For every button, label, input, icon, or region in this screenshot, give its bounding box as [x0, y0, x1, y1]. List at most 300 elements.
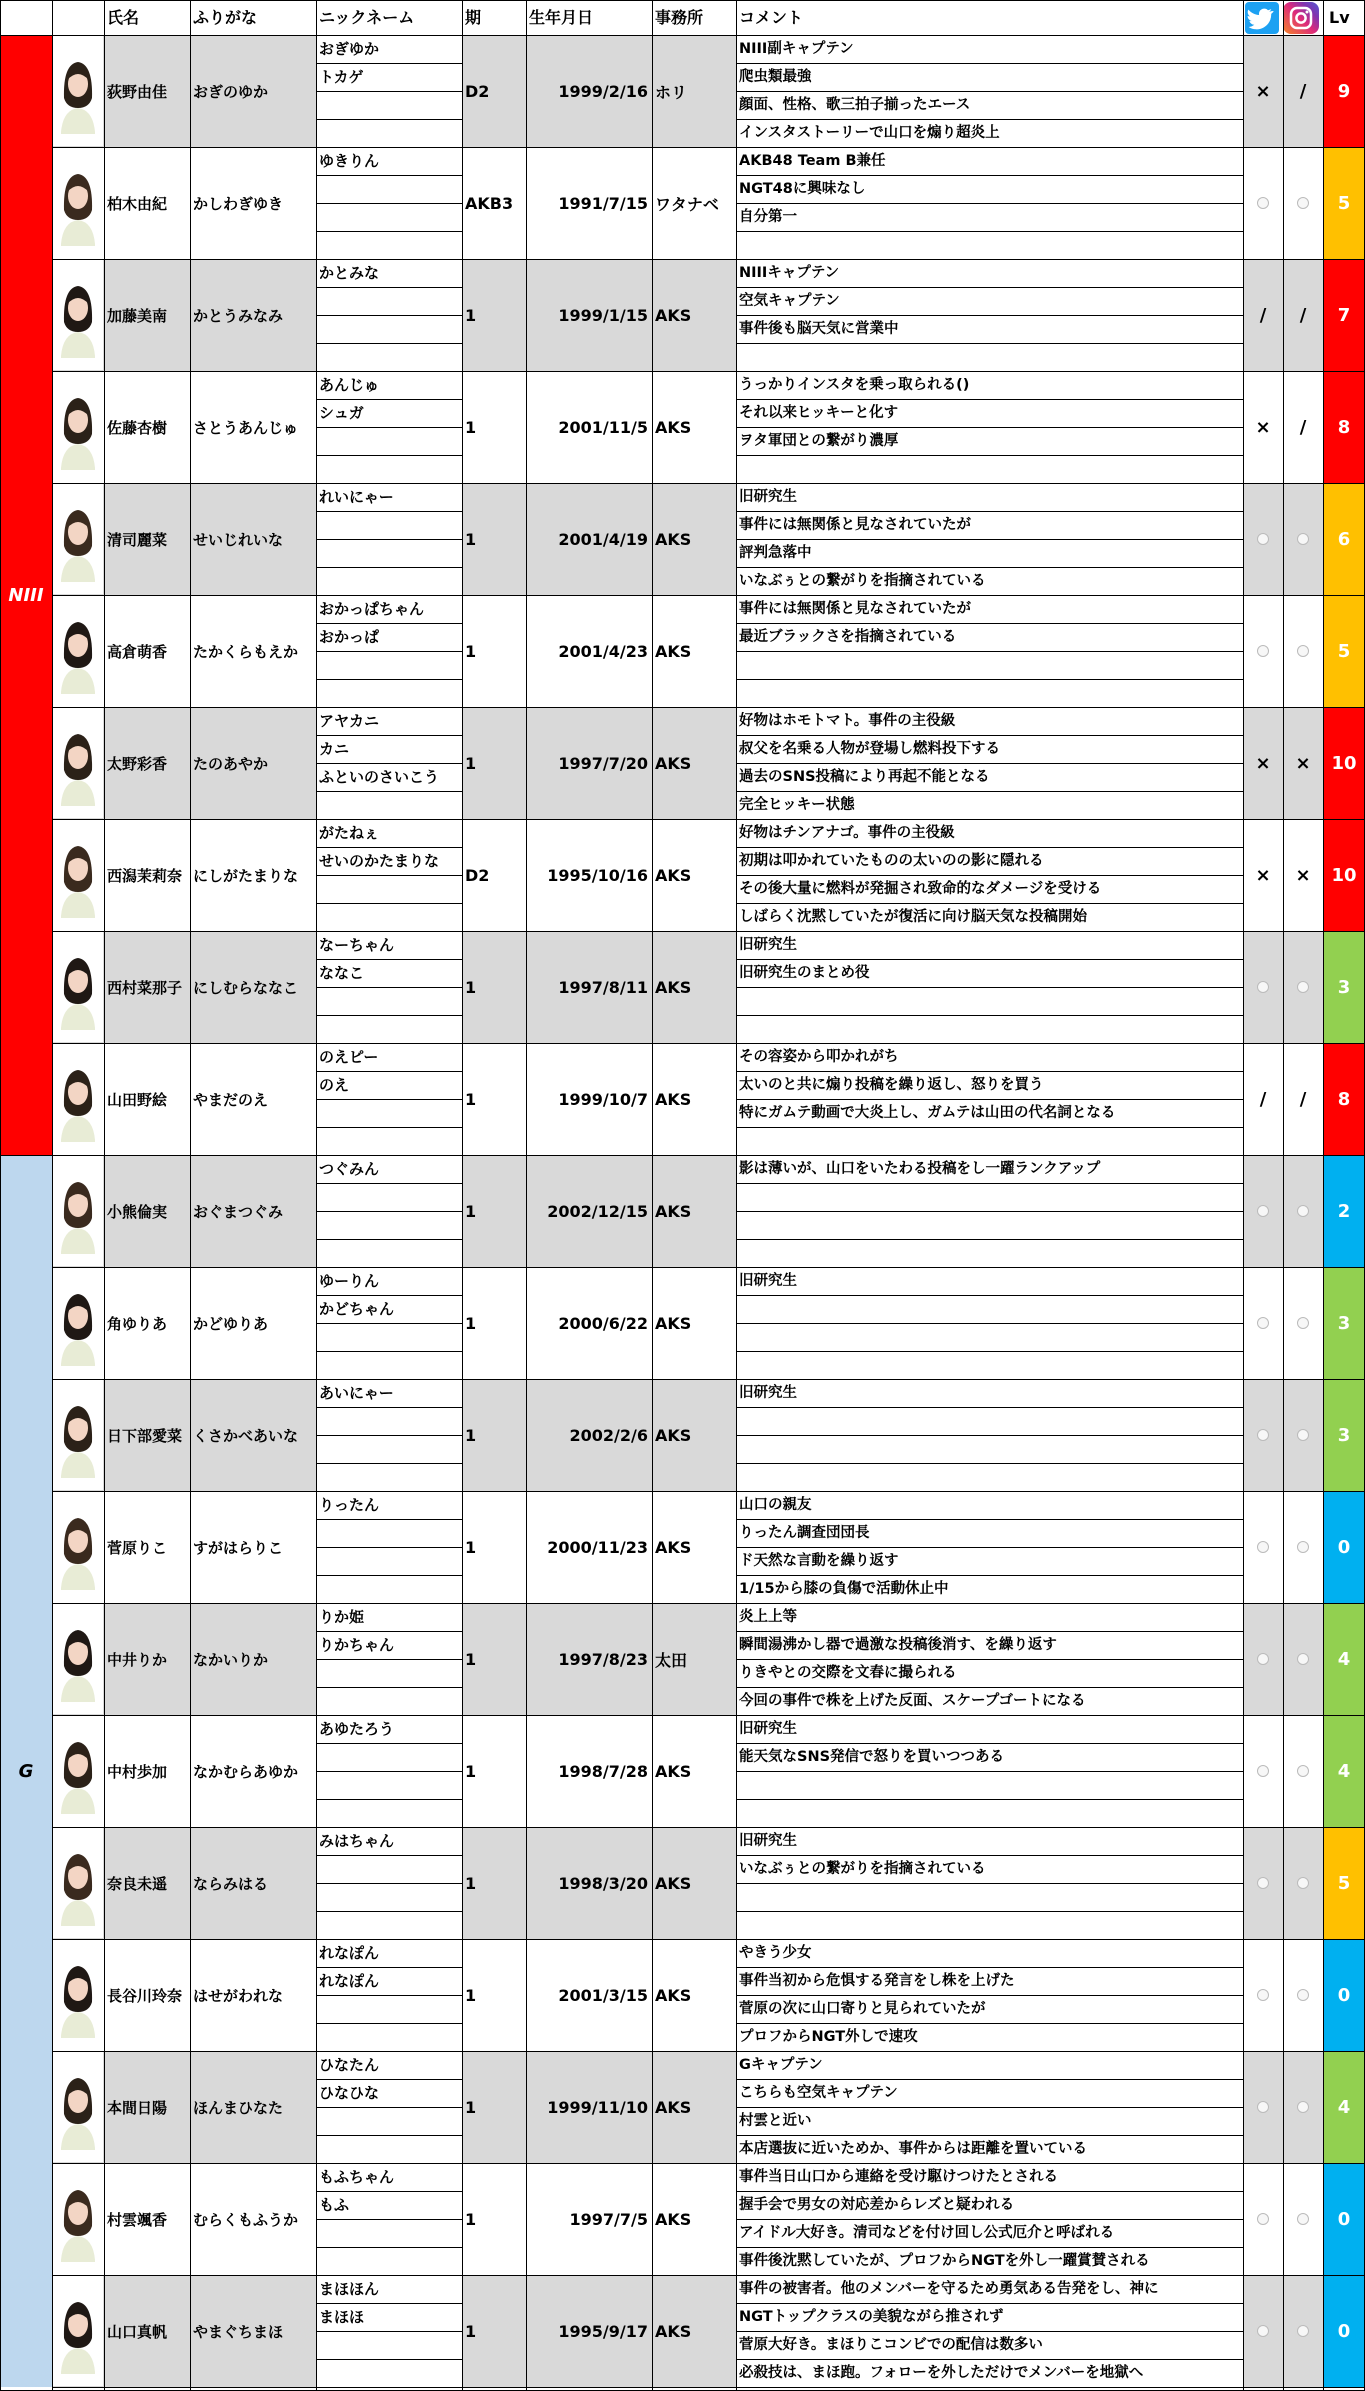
member-kana: くさかべあいな — [193, 1426, 299, 1445]
grid-line — [736, 2135, 1243, 2136]
agency: AKS — [655, 1873, 692, 1893]
grid-line — [52, 2387, 1365, 2388]
nickname-cell — [316, 315, 462, 343]
member-name: 荻野由佳 — [107, 82, 168, 101]
grid-line — [652, 0, 653, 2391]
twitter-status: / — [1259, 1088, 1267, 1110]
grid-line — [52, 371, 1365, 372]
nickname-cell — [316, 1995, 462, 2023]
nickname-cell: かとみな — [316, 259, 462, 287]
birth-date: 2000/11/23 — [547, 1537, 648, 1557]
agency: AKS — [655, 1761, 692, 1781]
twitter-status — [1243, 2163, 1283, 2275]
portrait-image — [53, 148, 103, 258]
grid-line — [52, 1715, 1365, 1716]
comment-line — [736, 1351, 1243, 1379]
birth-date: 1999/2/16 — [558, 81, 648, 101]
comment-line: 事件後も脳天気に営業中 — [736, 315, 1243, 343]
grid-line — [736, 427, 1243, 428]
portrait-image — [53, 1044, 103, 1154]
member-photo — [53, 484, 103, 594]
instagram-status — [1283, 147, 1323, 259]
grid-line — [316, 1407, 462, 1408]
agency: ワタナベ — [655, 194, 719, 214]
member-kana: さとうあんじゅ — [193, 418, 299, 437]
twitter-status — [1243, 1267, 1283, 1379]
portrait-image — [53, 2052, 103, 2162]
nickname-cell — [316, 1351, 462, 1379]
header-gen: 期 — [465, 8, 482, 27]
nickname-cell: ひなひな — [316, 2079, 462, 2107]
grid-line — [0, 0, 1365, 1]
member-photo — [53, 36, 103, 146]
grid-line — [52, 595, 1365, 596]
member-name: 中村歩加 — [107, 1762, 168, 1781]
grid-line — [736, 539, 1243, 540]
empty-circle-mark — [1297, 1989, 1309, 2001]
grid-line — [316, 567, 462, 568]
instagram-camera-icon — [1283, 2, 1319, 34]
generation: 1 — [465, 2097, 477, 2117]
grid-line — [316, 2331, 462, 2332]
grid-line — [736, 2331, 1243, 2332]
portrait-image — [53, 2276, 103, 2386]
comment-line: ヲタ軍団との繋がり濃厚 — [736, 427, 1243, 455]
nickname-cell: れいにゃー — [316, 483, 462, 511]
grid-line — [736, 1099, 1243, 1100]
nickname-cell: トカゲ — [316, 63, 462, 91]
instagram-status — [1283, 1379, 1323, 1491]
grid-line — [316, 287, 462, 288]
generation: 1 — [465, 1425, 477, 1445]
grid-line — [316, 231, 462, 232]
twitter-status: × — [1255, 416, 1271, 438]
empty-circle-mark — [1257, 981, 1269, 993]
grid-line — [316, 427, 462, 428]
nickname-cell: ななこ — [316, 959, 462, 987]
comment-line: 顔面、性格、歌三拍子揃ったエース — [736, 91, 1243, 119]
generation: AKB3 — [465, 193, 514, 213]
comment-line: 瞬間湯沸かし器で過激な投稿後消す、を繰り返す — [736, 1631, 1243, 1659]
birth-date: 1999/11/10 — [547, 2097, 648, 2117]
instagram-status — [1283, 931, 1323, 1043]
comment-line: 旧研究生 — [736, 1715, 1243, 1743]
generation: 1 — [465, 1985, 477, 2005]
nickname-cell — [316, 1855, 462, 1883]
grid-line — [52, 147, 1365, 148]
comment-line — [736, 1239, 1243, 1267]
comment-line: 自分第一 — [736, 203, 1243, 231]
generation: 1 — [465, 641, 477, 661]
nickname-cell: おかっぱ — [316, 623, 462, 651]
comment-line: 完全ヒッキー状態 — [736, 791, 1243, 819]
grid-line — [316, 1911, 462, 1912]
nickname-cell — [316, 203, 462, 231]
nickname-cell: りかちゃん — [316, 1631, 462, 1659]
comment-line: インスタストーリーで山口を煽り超炎上 — [736, 119, 1243, 147]
grid-line — [316, 2359, 462, 2360]
nickname-cell — [316, 875, 462, 903]
grid-line — [316, 735, 462, 736]
member-kana: やまだのえ — [193, 1090, 269, 1109]
grid-line — [736, 511, 1243, 512]
member-name: 西村菜那子 — [107, 978, 183, 997]
grid-line — [52, 931, 1365, 932]
nickname-cell: あいにゃー — [316, 1379, 462, 1407]
team-label: G — [0, 1155, 52, 2387]
member-photo — [53, 1492, 103, 1602]
comment-line — [736, 1463, 1243, 1491]
grid-line — [316, 63, 462, 64]
member-name: 加藤美南 — [107, 306, 168, 325]
nickname-cell — [316, 343, 462, 371]
grid-line — [736, 875, 1243, 876]
instagram-status — [1283, 595, 1323, 707]
instagram-status — [1283, 2163, 1323, 2275]
generation: 1 — [465, 1089, 477, 1109]
agency: AKS — [655, 977, 692, 997]
comment-line: 山口の親友 — [736, 1491, 1243, 1519]
grid-line — [736, 1323, 1243, 1324]
grid-line — [316, 1183, 462, 1184]
comment-line: こちらも空気キャプテン — [736, 2079, 1243, 2107]
grid-line — [316, 651, 462, 652]
grid-line — [316, 315, 462, 316]
comment-line: NGTトップクラスの美貌ながら推されず — [736, 2303, 1243, 2331]
member-name: 村雲颯香 — [107, 2210, 168, 2229]
nickname-cell — [316, 2359, 462, 2387]
grid-line — [316, 1519, 462, 1520]
grid-line — [52, 483, 1365, 484]
instagram-status — [1283, 1603, 1323, 1715]
nickname-cell: まほほ — [316, 2303, 462, 2331]
nickname-cell — [316, 539, 462, 567]
empty-circle-mark — [1297, 1877, 1309, 1889]
comment-line: 事件には無関係と見なされていたが — [736, 511, 1243, 539]
grid-line — [316, 1967, 462, 1968]
empty-circle-mark — [1257, 2101, 1269, 2113]
nickname-cell — [316, 119, 462, 147]
agency: AKS — [655, 2209, 692, 2229]
nickname-cell — [316, 567, 462, 595]
nickname-cell: れなぽん — [316, 1967, 462, 1995]
grid-line — [1283, 0, 1284, 2391]
comment-line: 今回の事件で株を上げた反面、スケープゴートになる — [736, 1687, 1243, 1715]
agency: AKS — [655, 529, 692, 549]
grid-line — [736, 1995, 1243, 1996]
instagram-status — [1283, 483, 1323, 595]
comment-line: 菅原の次に山口寄りと見られていたが — [736, 1995, 1243, 2023]
twitter-status: × — [1255, 864, 1271, 886]
comment-line — [736, 231, 1243, 259]
comment-line — [736, 1799, 1243, 1827]
nickname-cell — [316, 903, 462, 931]
empty-circle-mark — [1297, 1653, 1309, 1665]
grid-line — [736, 651, 1243, 652]
empty-circle-mark — [1257, 1877, 1269, 1889]
grid-line — [736, 735, 1243, 736]
grid-line — [316, 1855, 462, 1856]
grid-line — [316, 539, 462, 540]
agency: 太田 — [655, 1650, 688, 1670]
member-kana: はせがわれな — [193, 1986, 284, 2005]
level-cell: 10 — [1323, 819, 1365, 931]
grid-line — [462, 0, 463, 2391]
comment-line: 菅原大好き。まほりこコンビでの配信は数多い — [736, 2331, 1243, 2359]
comment-line — [736, 1127, 1243, 1155]
grid-line — [736, 0, 737, 2391]
nickname-cell — [316, 2247, 462, 2275]
comment-line: 過去のSNS投稿により再起不能となる — [736, 763, 1243, 791]
member-photo — [53, 1156, 103, 1266]
comment-line — [736, 1911, 1243, 1939]
level-cell: 0 — [1323, 1491, 1365, 1603]
comment-line: 叔父を名乗る人物が登場し燃料投下する — [736, 735, 1243, 763]
empty-circle-mark — [1297, 1205, 1309, 1217]
comment-line: 最近ブラックさを指摘されている — [736, 623, 1243, 651]
nickname-cell: あんじゅ — [316, 371, 462, 399]
twitter-bird-icon — [1245, 2, 1279, 34]
level-cell: 4 — [1323, 1603, 1365, 1715]
nickname-cell: おぎゆか — [316, 35, 462, 63]
comment-line: 影は薄いが、山口をいたわる投稿をし一躍ランクアップ — [736, 1155, 1243, 1183]
grid-line — [736, 1183, 1243, 1184]
comment-line: 必殺技は、まほ跑。フォローを外しただけでメンバーを地獄へ — [736, 2359, 1243, 2387]
grid-line — [316, 2023, 462, 2024]
comment-line: うっかりインスタを乗っ取られる() — [736, 371, 1243, 399]
generation: 1 — [465, 529, 477, 549]
empty-circle-mark — [1257, 2213, 1269, 2225]
empty-circle-mark — [1297, 1429, 1309, 1441]
nickname-cell — [316, 1519, 462, 1547]
grid-line — [316, 903, 462, 904]
grid-line — [736, 1351, 1243, 1352]
nickname-cell: あゆたろう — [316, 1715, 462, 1743]
grid-line — [0, 1155, 1365, 1156]
agency: AKS — [655, 2321, 692, 2341]
portrait-image — [53, 1156, 103, 1266]
grid-line — [736, 1547, 1243, 1548]
empty-circle-mark — [1257, 1541, 1269, 1553]
agency: AKS — [655, 1313, 692, 1333]
generation: 1 — [465, 1873, 477, 1893]
comment-line: 爬虫類最強 — [736, 63, 1243, 91]
comment-line: その後大量に燃料が発掘され致命的なダメージを受ける — [736, 875, 1243, 903]
grid-line — [736, 1239, 1243, 1240]
grid-line — [52, 1491, 1365, 1492]
grid-line — [316, 679, 462, 680]
comment-line: NGT48に興味なし — [736, 175, 1243, 203]
twitter-status — [1243, 1379, 1283, 1491]
nickname-cell — [316, 1771, 462, 1799]
empty-circle-mark — [1297, 981, 1309, 993]
grid-line — [736, 91, 1243, 92]
grid-line — [316, 875, 462, 876]
level-cell: 5 — [1323, 595, 1365, 707]
comment-line: その容姿から叩かれがち — [736, 1043, 1243, 1071]
twitter-status — [1243, 1603, 1283, 1715]
grid-line — [52, 1827, 1365, 1828]
grid-line — [316, 1547, 462, 1548]
nickname-cell: もふ — [316, 2191, 462, 2219]
grid-line — [316, 791, 462, 792]
comment-line: プロフからNGT外しで速攻 — [736, 2023, 1243, 2051]
grid-line — [736, 1799, 1243, 1800]
member-kana: ならみはる — [193, 1874, 269, 1893]
generation: 1 — [465, 2209, 477, 2229]
member-photo — [53, 596, 103, 706]
grid-line — [316, 847, 462, 848]
empty-circle-mark — [1297, 533, 1309, 545]
nickname-cell — [316, 1547, 462, 1575]
nickname-cell — [316, 791, 462, 819]
nickname-cell: せいのかたまりな — [316, 847, 462, 875]
nickname-cell: れなぽん — [316, 1939, 462, 1967]
comment-line — [736, 987, 1243, 1015]
grid-line — [736, 1435, 1243, 1436]
grid-line — [316, 1799, 462, 1800]
generation: 1 — [465, 2321, 477, 2341]
grid-line — [736, 119, 1243, 120]
header-agency: 事務所 — [655, 8, 704, 27]
comment-line: 好物はホモトマト。事件の主役級 — [736, 707, 1243, 735]
agency: AKS — [655, 865, 692, 885]
comment-line: ド天然な言動を繰り返す — [736, 1547, 1243, 1575]
nickname-cell — [316, 511, 462, 539]
generation: 1 — [465, 1313, 477, 1333]
comment-line: 旧研究生 — [736, 1379, 1243, 1407]
nickname-cell: つぐみん — [316, 1155, 462, 1183]
grid-line — [316, 1631, 462, 1632]
grid-line — [736, 2219, 1243, 2220]
empty-circle-mark — [1257, 1205, 1269, 1217]
agency: AKS — [655, 1985, 692, 2005]
grid-line — [52, 0, 53, 2391]
member-kana: たかくらもえか — [193, 642, 299, 661]
level-cell: 0 — [1323, 2163, 1365, 2275]
twitter-status — [1243, 1155, 1283, 1267]
portrait-image — [53, 372, 103, 482]
grid-line — [736, 1519, 1243, 1520]
generation: D2 — [465, 865, 490, 885]
member-photo — [53, 1044, 103, 1154]
level-cell: 10 — [1323, 707, 1365, 819]
comment-line — [736, 1015, 1243, 1043]
empty-circle-mark — [1297, 1765, 1309, 1777]
nickname-cell: ふといのさいこう — [316, 763, 462, 791]
empty-circle-mark — [1257, 645, 1269, 657]
birth-date: 1997/7/5 — [569, 2209, 648, 2229]
grid-line — [736, 1575, 1243, 1576]
empty-circle-mark — [1257, 1989, 1269, 2001]
empty-circle-mark — [1297, 1317, 1309, 1329]
portrait-image — [53, 1940, 103, 2050]
grid-line — [316, 2107, 462, 2108]
level-cell: 3 — [1323, 1267, 1365, 1379]
grid-line — [736, 623, 1243, 624]
header-nickname: ニックネーム — [319, 8, 415, 27]
grid-line — [316, 1771, 462, 1772]
grid-line — [316, 1687, 462, 1688]
grid-line — [736, 343, 1243, 344]
birth-date: 1998/3/20 — [558, 1873, 648, 1893]
grid-line — [736, 455, 1243, 456]
portrait-image — [53, 708, 103, 818]
member-kana: せいじれいな — [193, 530, 284, 549]
grid-line — [316, 2219, 462, 2220]
empty-circle-mark — [1257, 533, 1269, 545]
member-name: 日下部愛菜 — [107, 1426, 183, 1445]
grid-line — [52, 707, 1365, 708]
birth-date: 2001/3/15 — [558, 1985, 648, 2005]
twitter-status: × — [1255, 80, 1271, 102]
twitter-status: × — [1255, 752, 1271, 774]
grid-line — [736, 679, 1243, 680]
grid-line — [316, 1995, 462, 1996]
member-kana: にしむらななこ — [193, 978, 299, 997]
comment-line — [736, 455, 1243, 483]
member-kana: かどゆりあ — [193, 1314, 269, 1333]
nickname-cell — [316, 1099, 462, 1127]
grid-line — [316, 1883, 462, 1884]
nickname-cell: カニ — [316, 735, 462, 763]
member-photo — [53, 1828, 103, 1938]
grid-line — [316, 1575, 462, 1576]
comment-line: 空気キャプテン — [736, 287, 1243, 315]
nickname-cell: がたねぇ — [316, 819, 462, 847]
grid-line — [316, 1743, 462, 1744]
nickname-cell — [316, 1911, 462, 1939]
nickname-cell — [316, 231, 462, 259]
grid-line — [316, 1015, 462, 1016]
grid-line — [190, 0, 191, 2391]
member-kana: むらくもふうか — [193, 2210, 299, 2229]
grid-line — [736, 1631, 1243, 1632]
empty-circle-mark — [1297, 2325, 1309, 2337]
birth-date: 1999/10/7 — [558, 1089, 648, 1109]
generation: 1 — [465, 1201, 477, 1221]
agency: AKS — [655, 1425, 692, 1445]
comment-line: 能天気なSNS発信で怒りを買いつつある — [736, 1743, 1243, 1771]
level-cell: 5 — [1323, 147, 1365, 259]
member-name: 菅原りこ — [107, 1538, 168, 1557]
portrait-image — [53, 1492, 103, 1602]
grid-line — [316, 1435, 462, 1436]
twitter-status — [1243, 1827, 1283, 1939]
comment-line: アイドル大好き。清司などを付け回し公式厄介と呼ばれる — [736, 2219, 1243, 2247]
nickname-cell — [316, 987, 462, 1015]
grid-line — [316, 1659, 462, 1660]
grid-line — [736, 763, 1243, 764]
nickname-cell — [316, 1799, 462, 1827]
nickname-cell — [316, 679, 462, 707]
portrait-image — [53, 1716, 103, 1826]
grid-line — [52, 1379, 1365, 1380]
level-cell: 4 — [1323, 1715, 1365, 1827]
agency: AKS — [655, 1537, 692, 1557]
instagram-status — [1283, 1491, 1323, 1603]
comment-line: Gキャプテン — [736, 2051, 1243, 2079]
comment-line: 事件後沈黙していたが、プロフからNGTを外し一躍賞賛される — [736, 2247, 1243, 2275]
portrait-image — [53, 1604, 103, 1714]
grid-line — [316, 0, 317, 2391]
member-name: 高倉萌香 — [107, 642, 168, 661]
nickname-cell — [316, 1323, 462, 1351]
nickname-cell — [316, 1575, 462, 1603]
team-label: NIII — [0, 35, 52, 1155]
agency: AKS — [655, 2097, 692, 2117]
grid-line — [736, 2107, 1243, 2108]
